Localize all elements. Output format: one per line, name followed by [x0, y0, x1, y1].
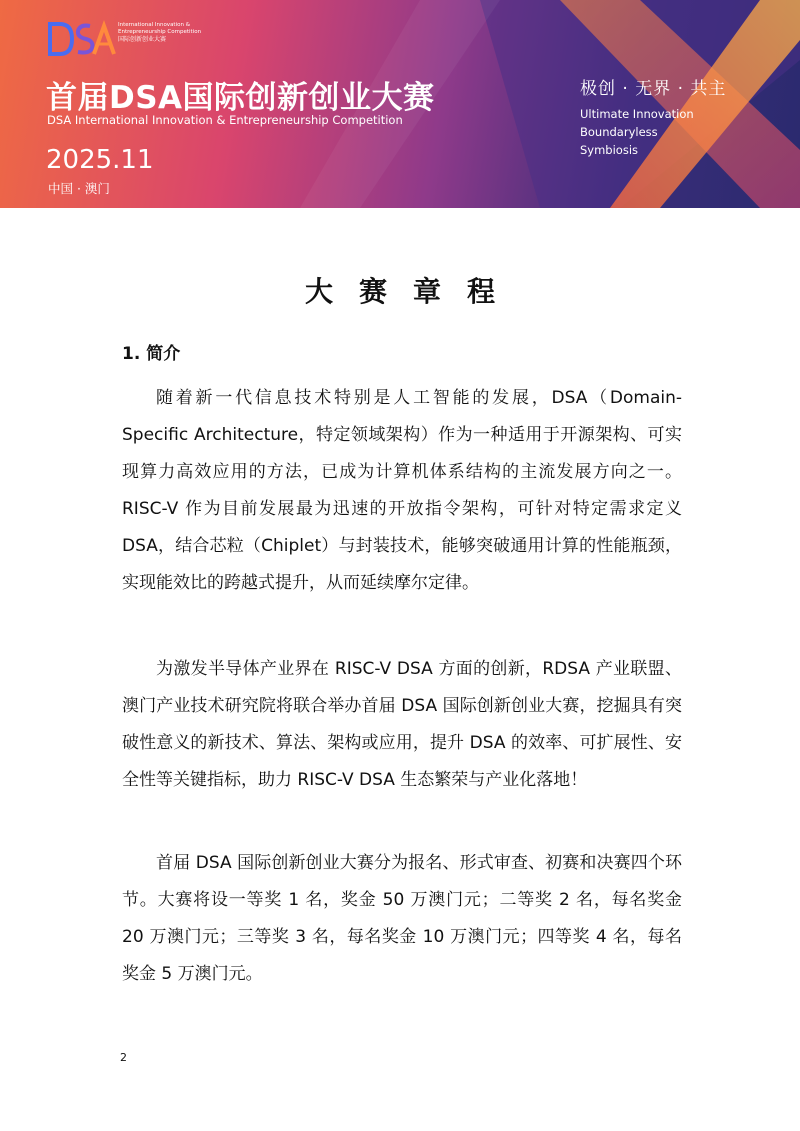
logo-caption — [118, 22, 208, 44]
slogan-cn: 极创 · 无界 · 共主 — [580, 79, 727, 99]
banner-date: 2025.11 — [46, 145, 154, 175]
header-banner — [0, 0, 800, 208]
slogan-en-line: Boundaryless — [580, 125, 658, 139]
logo-caption-en: International Innovation & Entrepreneurship Competition — [118, 22, 202, 35]
banner-location: 中国 · 澳门 — [48, 181, 110, 196]
document-title: 大赛章程 — [304, 275, 521, 308]
paragraph: 为激发半导体产业界在 RISC-V DSA 方面的创新，RDSA 产业联盟、澳门产业技术研究院将联合举办首届 DSA 国际创新创业大赛，挖掘具有突破性意义的新技术、算法、架构或应用，提升 DSA 的效率、可扩展性、安全性等关键指标，助力 RISC-V DSA 生态繁荣与产业化落地！ — [122, 659, 682, 790]
paragraph: 随着新一代信息技术特别是人工智能的发展，DSA（Domain-Specific Architecture，特定领域架构）作为一种适用于开源架构、可实现算力高效应用的方法，已成为计算机体系结构的主流发展方向之一。RISC-V 作为目前发展最为迅速的开放指令架构，可针对特定需求定义 DSA，结合芯粒（Chiplet）与封装技术，能够突破通用计算的性能瓶颈，实现能效比的跨越式提升，从而延续摩尔定律。 — [122, 388, 682, 593]
slogan-en-line: Ultimate Innovation — [580, 107, 694, 121]
slogan-en-line: Symbiosis — [580, 143, 639, 157]
page-number: 2 — [120, 1051, 127, 1064]
dsa-logo — [46, 18, 116, 60]
logo-caption-cn: 国际创新创业大赛 — [118, 36, 167, 43]
banner-subtitle: DSA International Innovation & Entrepreneurship Competition — [47, 113, 403, 127]
slogan — [580, 74, 726, 159]
paragraph: 首届 DSA 国际创新创业大赛分为报名、形式审查、初赛和决赛四个环节。大赛将设一等奖 1 名，奖金 50 万澳门元；二等奖 2 名，每名奖金 20 万澳门元；三等奖 3 名，每名奖金 10 万澳门元；四等奖 4 名，每名奖金 5 万澳门元。 — [122, 853, 682, 984]
banner-title: 首届DSA国际创新创业大赛 — [46, 80, 435, 116]
section-heading: 1. 简介 — [122, 344, 181, 364]
